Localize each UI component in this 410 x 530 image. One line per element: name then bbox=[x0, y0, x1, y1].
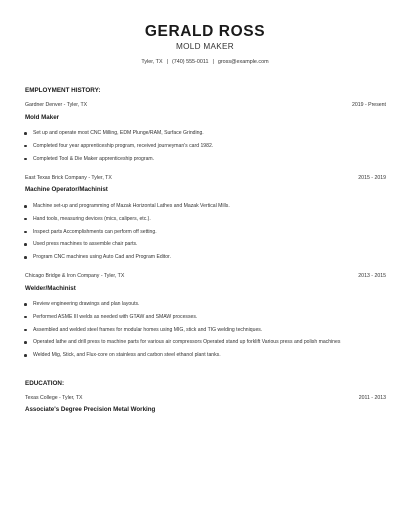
job-duty-item: Inspect parts Accomplishments can perform off setting. bbox=[23, 229, 230, 242]
job-duty-item: Performed ASME III welds as needed with GTAW and SMAW processes. bbox=[23, 314, 340, 327]
job-company-line bbox=[25, 102, 386, 108]
contact-separator: | bbox=[212, 59, 214, 65]
education-degree: Associate's Degree Precision Metal Working bbox=[25, 406, 156, 413]
job-duty-item: Completed four year apprenticeship program, received journeyman's card 1982. bbox=[23, 143, 213, 156]
job-duty-item: Assembled and welded steel frames for modular homes using MIG, stick and TIG welding techniques. bbox=[23, 327, 340, 340]
job-title: Mold Maker bbox=[25, 114, 60, 121]
job-title: Machine Operator/Machinist bbox=[25, 186, 108, 193]
candidate-title: MOLD MAKER bbox=[175, 42, 235, 51]
job-company: Gardner Denver - Tyler, TX bbox=[25, 102, 88, 108]
education-heading: EDUCATION: bbox=[25, 380, 65, 387]
education-dates: 2011 - 2013 bbox=[358, 395, 386, 401]
job-duty-item: Welded Mig, Stick, and Flux-core on stainless and carbon steel ethanol plant tanks. bbox=[23, 352, 340, 365]
contact-line bbox=[0, 59, 410, 65]
job-dates: 2015 - 2019 bbox=[358, 175, 386, 181]
employment-heading: EMPLOYMENT HISTORY: bbox=[25, 87, 101, 94]
job-company-line bbox=[25, 273, 386, 279]
job-dates: 2019 - Present bbox=[351, 102, 386, 108]
contact-email[interactable]: gross@example.com bbox=[217, 59, 269, 65]
job-duty-item: Program CNC machines using Auto Cad and Program Editor. bbox=[23, 254, 230, 267]
job-duties-list bbox=[23, 130, 213, 168]
job-company-line bbox=[25, 175, 386, 181]
job-duty-item: Set up and operate most CNC Milling, EDM Plunge/RAM, Surface Grinding. bbox=[23, 130, 213, 143]
education-school: Texas College - Tyler, TX bbox=[25, 395, 83, 401]
job-dates: 2013 - 2015 bbox=[358, 273, 386, 279]
job-duties-list bbox=[23, 301, 340, 365]
job-duties-list bbox=[23, 203, 230, 267]
job-duty-item: Used press machines to assemble chair parts. bbox=[23, 241, 230, 254]
contact-separator: | bbox=[166, 59, 168, 65]
job-title: Welder/Machinist bbox=[25, 285, 76, 292]
job-duty-item: Hand tools, measuring devices (mics, calipers, etc.). bbox=[23, 216, 230, 229]
contact-location: Tyler, TX bbox=[141, 59, 163, 65]
job-duty-item: Operated lathe and drill press to machine parts for various air compressors Operated stand up forklift Various press and polish machines bbox=[23, 339, 340, 352]
job-company: Chicago Bridge & Iron Company - Tyler, TX bbox=[25, 273, 125, 279]
job-duty-item: Machine set-up and programming of Mazak Horizontal Lathes and Mazak Vertical Mills. bbox=[23, 203, 230, 216]
candidate-name: GERALD ROSS bbox=[144, 23, 266, 40]
job-duty-item: Completed Tool & Die Maker apprenticeship program. bbox=[23, 156, 213, 169]
education-school-line bbox=[25, 395, 386, 401]
job-company: East Texas Brick Company - Tyler, TX bbox=[25, 175, 112, 181]
contact-phone: (740) 555-0011 bbox=[171, 59, 209, 65]
job-duty-item: Review engineering drawings and plan layouts. bbox=[23, 301, 340, 314]
